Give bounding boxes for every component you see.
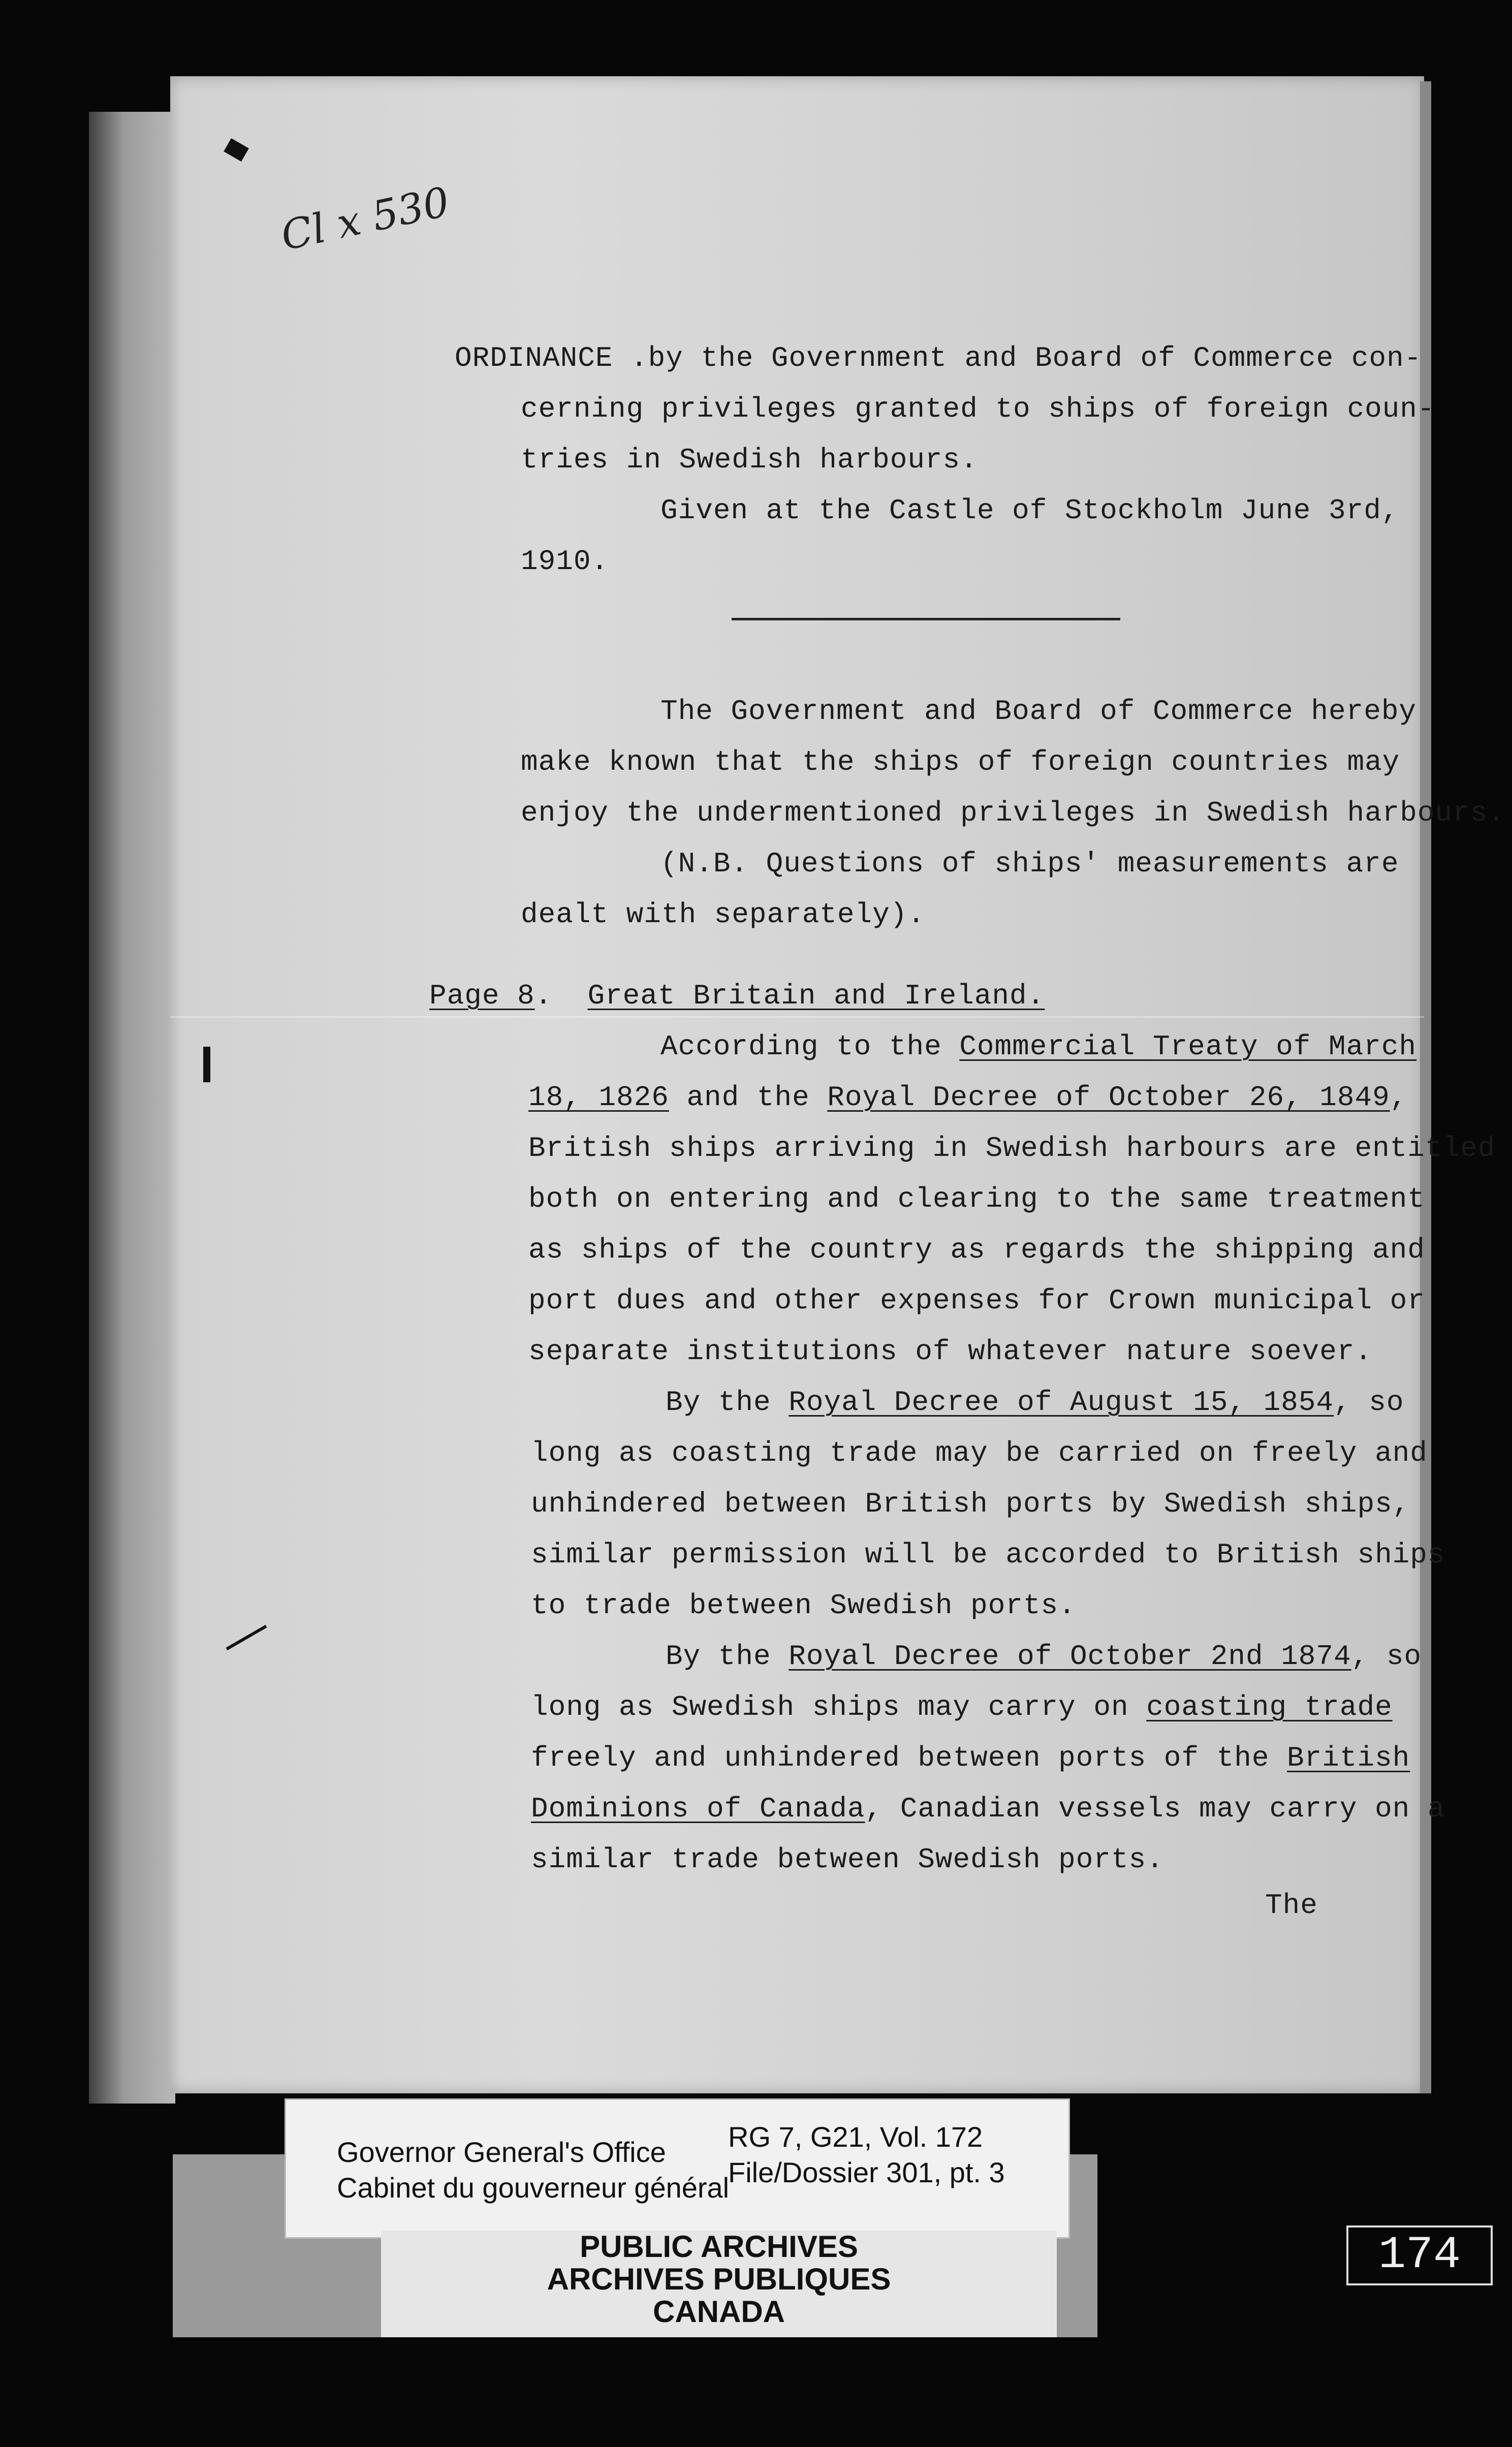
stamp-line-1: PUBLIC ARCHIVES xyxy=(580,2230,858,2264)
para1-line-2 xyxy=(528,1072,1407,1123)
page-underlay-strip xyxy=(89,112,175,2104)
para1-line-1 xyxy=(660,1021,1416,1072)
para2-line-1 xyxy=(666,1377,1404,1428)
stamp-line-3: CANADA xyxy=(653,2295,785,2329)
para1-text: According to the xyxy=(660,1030,960,1063)
dominions-of-canada: Dominions of Canada xyxy=(531,1793,865,1825)
office-french: Cabinet du gouverneur général xyxy=(337,2172,730,2204)
para3-text: By the xyxy=(666,1640,789,1673)
title-line-1-rest: .by the Government and Board of Commerce con- xyxy=(613,342,1422,374)
para3-text: , Canadian vessels may carry on a xyxy=(865,1793,1445,1825)
title-divider xyxy=(732,618,1120,620)
file-ref: File/Dossier 301, pt. 3 xyxy=(728,2156,1005,2188)
para3-line-2 xyxy=(531,1682,1393,1733)
para1-line-6: port dues and other expenses for Crown municipal or xyxy=(528,1284,1425,1317)
page-reference: Page 8 xyxy=(429,980,535,1012)
office-english: Governor General's Office xyxy=(337,2136,666,2168)
handwritten-note: Cl x 530 xyxy=(277,178,454,260)
para2-text: By the xyxy=(666,1386,789,1419)
para2-line-3: unhindered between British ports by Swedish ships, xyxy=(531,1488,1410,1520)
catchword: The xyxy=(1265,1889,1318,1922)
intro-line-3: enjoy the undermentioned privileges in Swedish harbours. xyxy=(521,797,1505,829)
para3-text: long as Swedish ships may carry on xyxy=(531,1691,1147,1723)
section-heading-line: Page 8. Great Britain and Ireland. xyxy=(429,980,1045,1012)
title-line-3: tries in Swedish harbours. xyxy=(521,444,978,476)
intro-line-1: The Government and Board of Commerce hereby xyxy=(660,695,1417,728)
title-line-5: 1910. xyxy=(521,545,609,578)
para1-line-7: separate institutions of whatever nature soever. xyxy=(528,1335,1373,1368)
record-group-ref: RG 7, G21, Vol. 172 xyxy=(728,2121,983,2153)
para1-line-5: as ships of the country as regards the shipping and xyxy=(528,1234,1425,1266)
para3-line-4 xyxy=(531,1783,1445,1834)
para3-line-5: similar trade between Swedish ports. xyxy=(531,1843,1164,1876)
title-line-4: Given at the Castle of Stockholm June 3rd, xyxy=(660,494,1399,527)
para1-text: , xyxy=(1390,1081,1408,1114)
intro-line-4: (N.B. Questions of ships' measurements are xyxy=(660,848,1399,880)
royal-decree-1854: Royal Decree of August 15, 1854 xyxy=(789,1386,1334,1419)
frame-number: 174 xyxy=(1346,2225,1493,2285)
stamp-line-2: ARCHIVES PUBLIQUES xyxy=(547,2262,891,2296)
para3-text: freely and unhindered between ports of the xyxy=(531,1742,1287,1774)
ink-mark xyxy=(203,1047,210,1082)
title-heading: ORDINANCE xyxy=(455,342,613,374)
archive-label xyxy=(285,2098,1070,2239)
commercial-treaty-ref: Commercial Treaty of March xyxy=(959,1030,1417,1063)
british-ref: British xyxy=(1287,1742,1410,1774)
para1-line-3: British ships arriving in Swedish harbours are entitled xyxy=(528,1132,1496,1165)
coasting-trade: coasting trade xyxy=(1146,1691,1393,1723)
treaty-date: 18, 1826 xyxy=(528,1081,669,1114)
intro-line-2: make known that the ships of foreign countries may xyxy=(521,746,1400,778)
title-line-1 xyxy=(455,333,1422,384)
para1-line-4: both on entering and clearing to the same treatment xyxy=(528,1183,1425,1215)
title-line-2: cerning privileges granted to ships of foreign coun- xyxy=(521,393,1435,425)
para3-line-3 xyxy=(531,1733,1410,1783)
para1-text: and the xyxy=(669,1081,828,1114)
para3-line-1 xyxy=(666,1631,1422,1682)
archives-stamp xyxy=(381,2231,1057,2337)
intro-line-5: dealt with separately). xyxy=(521,898,925,931)
para3-text: , so xyxy=(1351,1640,1422,1673)
para2-text: , so xyxy=(1334,1386,1404,1419)
para2-line-5: to trade between Swedish ports. xyxy=(531,1589,1076,1622)
para2-line-4: similar permission will be accorded to British ships xyxy=(531,1539,1445,1571)
royal-decree-1874: Royal Decree of October 2nd 1874 xyxy=(789,1640,1351,1673)
royal-decree-1849: Royal Decree of October 26, 1849 xyxy=(827,1081,1390,1114)
para2-line-2: long as coasting trade may be carried on freely and xyxy=(531,1437,1428,1469)
section-heading: Great Britain and Ireland. xyxy=(587,980,1045,1012)
